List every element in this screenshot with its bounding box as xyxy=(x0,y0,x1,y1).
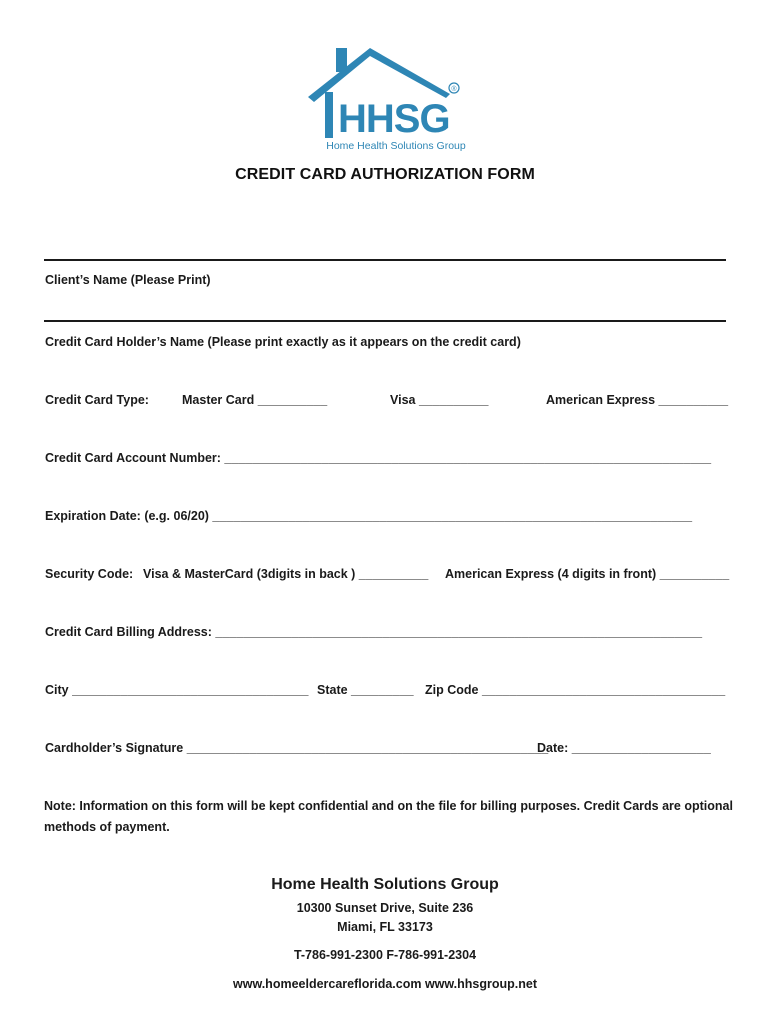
house-logo-icon xyxy=(300,42,470,154)
note-line-1: Note: Information on this form will be kept confidential and on the file for billing purposes. Credit Cards are optional xyxy=(44,799,733,813)
logo-wordmark: HHSG xyxy=(338,97,450,141)
footer-phone-fax: T-786-991-2300 F-786-991-2304 xyxy=(293,948,477,962)
card-type-label: Credit Card Type: xyxy=(45,393,149,407)
client-name-label: Client’s Name (Please Print) xyxy=(45,273,211,287)
footer-websites[interactable]: www.homeeldercareflorida.com www.hhsgroup.net xyxy=(233,977,537,991)
holder-name-line[interactable] xyxy=(44,320,726,322)
card-type-amex-field[interactable]: American Express __________ xyxy=(546,393,729,407)
security-code-amex-field[interactable]: American Express (4 digits in front) __________ xyxy=(445,567,730,581)
logo-tagline: Home Health Solutions Group xyxy=(326,140,466,152)
city-field[interactable]: City __________________________________ xyxy=(45,683,309,697)
zip-code-field[interactable]: Zip Code ___________________________________ xyxy=(425,683,726,697)
account-number-field[interactable]: Credit Card Account Number: ______________________________________________________________________ xyxy=(45,451,712,465)
security-code-visa-mc-field[interactable]: Visa & MasterCard (3digits in back ) __________ xyxy=(143,567,429,581)
note-text xyxy=(44,796,734,838)
registered-mark: ® xyxy=(451,86,457,93)
holder-name-label: Credit Card Holder’s Name (Please print exactly as it appears on the credit card) xyxy=(45,335,521,349)
note-line-2: methods of payment. xyxy=(44,820,170,834)
client-name-line[interactable] xyxy=(44,259,726,261)
footer-address-line-2: Miami, FL 33173 xyxy=(337,920,433,934)
card-type-master-field[interactable]: Master Card __________ xyxy=(182,393,328,407)
company-logo xyxy=(300,42,470,154)
billing-address-field[interactable]: Credit Card Billing Address: ______________________________________________________________________ xyxy=(45,625,703,639)
signature-field[interactable]: Cardholder’s Signature ____________________________________________________ xyxy=(45,741,549,755)
card-type-visa-field[interactable]: Visa __________ xyxy=(390,393,489,407)
form-title: CREDIT CARD AUTHORIZATION FORM xyxy=(235,166,535,183)
expiration-date-field[interactable]: Expiration Date: (e.g. 06/20) _____________________________________________________________________ xyxy=(45,509,693,523)
state-field[interactable]: State _________ xyxy=(317,683,414,697)
footer-address-line-1: 10300 Sunset Drive, Suite 236 xyxy=(296,901,474,915)
footer-company-name: Home Health Solutions Group xyxy=(271,876,499,893)
security-code-label: Security Code: xyxy=(45,567,134,581)
date-field[interactable]: Date: ____________________ xyxy=(537,741,711,755)
